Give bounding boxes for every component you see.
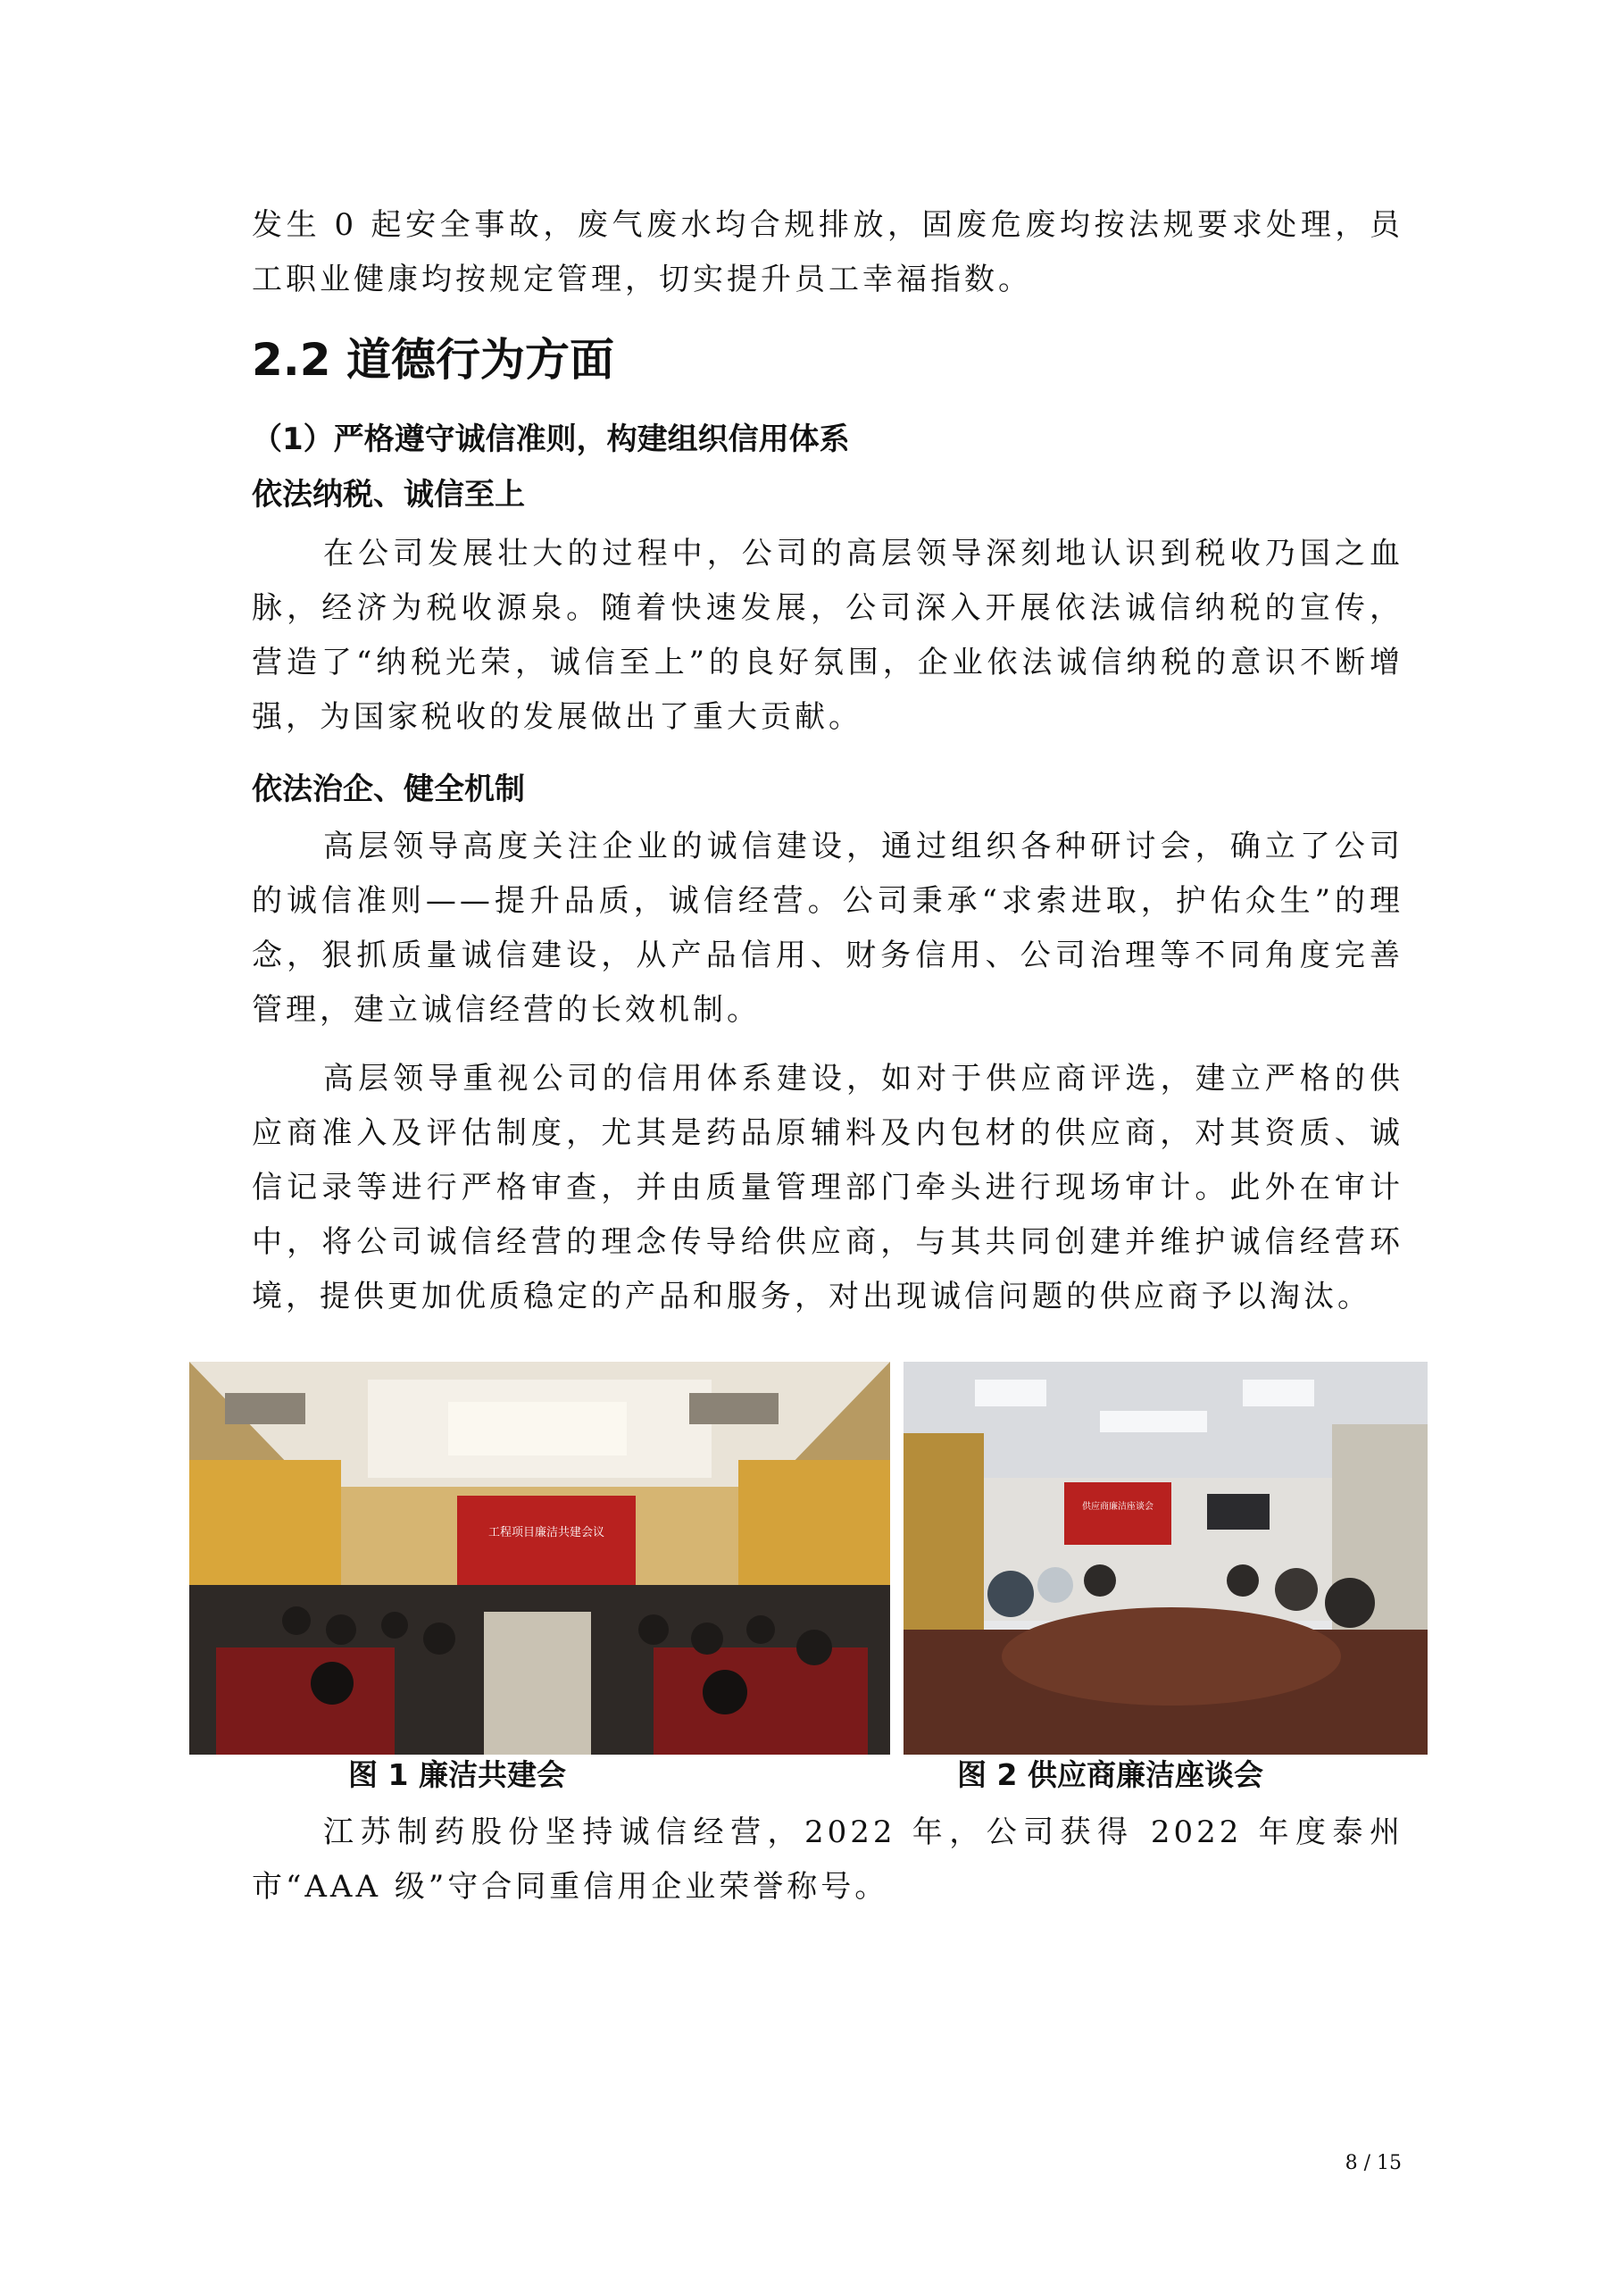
figure2-screen-text: 供应商廉洁座谈会 — [1082, 1502, 1153, 1512]
figure2-caption: 图 2 供应商廉洁座谈会 — [957, 1757, 1263, 1792]
figure1-photo — [189, 1362, 890, 1755]
figure1-caption: 图 1 廉洁共建会 — [348, 1757, 566, 1792]
figure2-photo — [904, 1362, 1428, 1755]
topic-heading-governance: 依法治企、健全机制 — [252, 772, 525, 807]
paragraph-integrity: 高层领导高度关注企业的诚信建设，通过组织各种研讨会，确立了公司的诚信准则——提升品质，诚信经营。公司秉承“求索进取，护佑众生”的理念，狠抓质量诚信建设，从产品信用、财务信用、公司治理等不同角度完善管理，建立诚信经营的长效机制。 — [252, 829, 1403, 1028]
topic-heading-tax: 依法纳税、诚信至上 — [252, 477, 525, 513]
subsection-title: （1）严格遵守诚信准则，构建组织信用体系 — [252, 421, 850, 457]
figure1-screen-text: 工程项目廉洁共建会议 — [487, 1526, 605, 1539]
page-number: 8 / 15 — [1345, 2152, 1402, 2174]
paragraph-tax: 在公司发展壮大的过程中，公司的高层领导深刻地认识到税收乃国之血脉，经济为税收源泉。随着快速发展，公司深入开展依法诚信纳税的宣传，营造了“纳税光荣，诚信至上”的良好氛围，企业依法诚信纳税的意识不断增强，为国家税收的发展做出了重大贡献。 — [252, 536, 1403, 735]
opening-paragraph: 发生 0 起安全事故，废气废水均合规排放，固废危废均按法规要求处理，员工职业健康均按规定管理，切实提升员工幸福指数。 — [252, 207, 1403, 297]
section-title: 2.2 道德行为方面 — [252, 334, 614, 386]
closing-paragraph: 江苏制药股份坚持诚信经营，2022 年，公司获得 2022 年度泰州市“AAA 级”守合同重信用企业荣誉称号。 — [252, 1814, 1403, 1905]
paragraph-supplier: 高层领导重视公司的信用体系建设，如对于供应商评选，建立严格的供应商准入及评估制度，尤其是药品原辅料及内包材的供应商，对其资质、诚信记录等进行严格审查，并由质量管理部门牵头进行现场审计。此外在审计中，将公司诚信经营的理念传导给供应商，与其共同创建并维护诚信经营环境，提供更加优质稳定的产品和服务，对出现诚信问题的供应商予以淘汰。 — [252, 1061, 1403, 1314]
